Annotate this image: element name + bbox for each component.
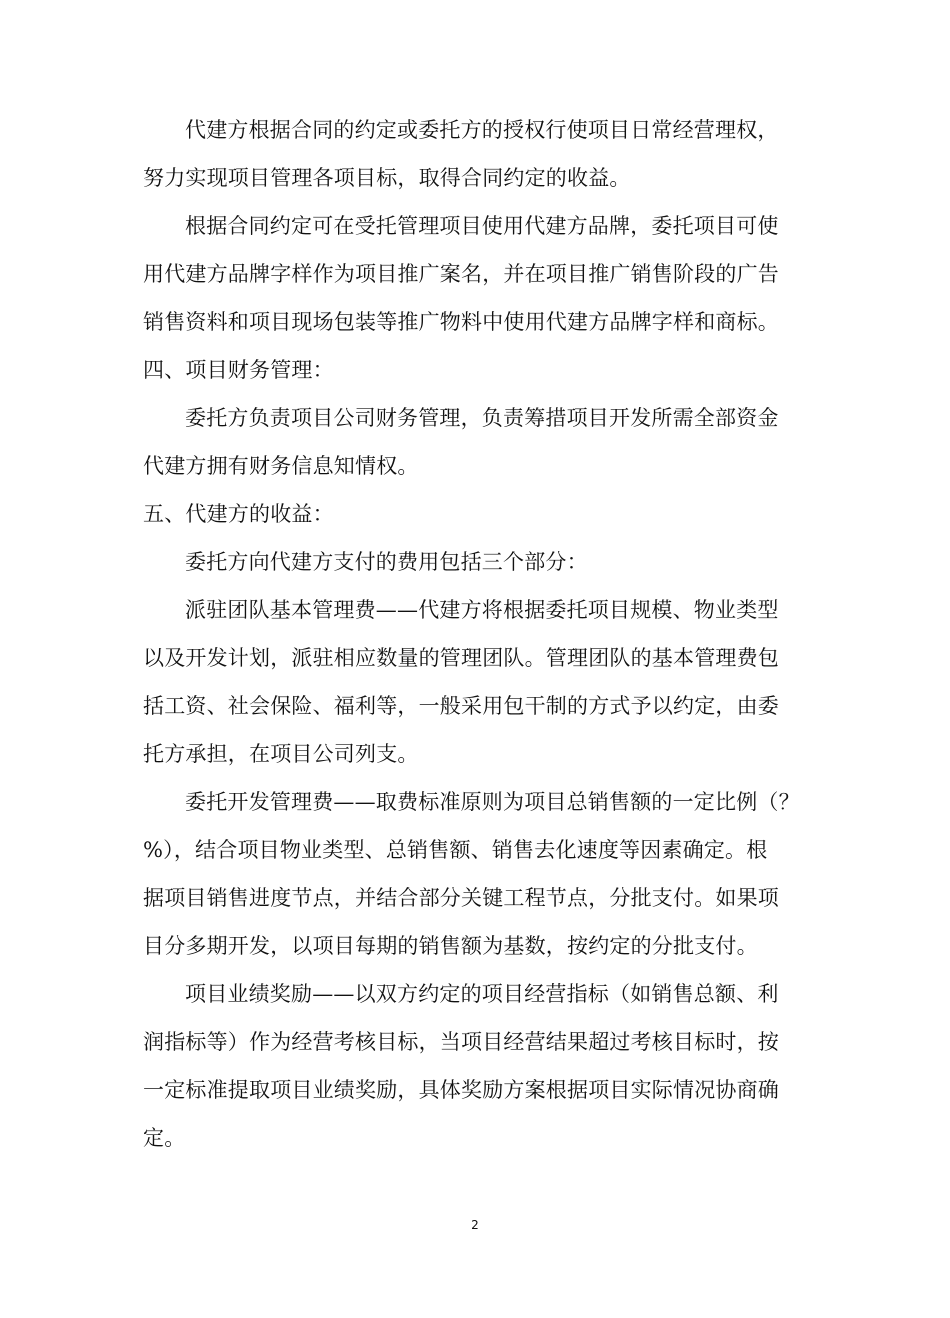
paragraph-line: 用代建方品牌字样作为项目推广案名，并在项目推广销售阶段的广告 bbox=[143, 262, 779, 286]
paragraph-line: 委托方负责项目公司财务管理，负责筹措项目开发所需全部资金 bbox=[185, 406, 779, 430]
paragraph-line: 项目业绩奖励——以双方约定的项目经营指标（如销售总额、利 bbox=[185, 982, 779, 1006]
paragraph-line: 销售资料和项目现场包装等推广物料中使用代建方品牌字样和商标。 bbox=[143, 310, 779, 334]
paragraph-line: 目分多期开发，以项目每期的销售额为基数，按约定的分批支付。 bbox=[143, 934, 758, 958]
paragraph-line: 括工资、社会保险、福利等，一般采用包干制的方式予以约定，由委 bbox=[143, 694, 779, 718]
section-heading: 五、代建方的收益： bbox=[143, 502, 334, 526]
paragraph-line: 托方承担，在项目公司列支。 bbox=[143, 742, 419, 766]
paragraph-line: 以及开发计划，派驻相应数量的管理团队。管理团队的基本管理费包 bbox=[143, 646, 779, 670]
paragraph-line: 定。 bbox=[143, 1126, 186, 1150]
paragraph-line: 一定标准提取项目业绩奖励，具体奖励方案根据项目实际情况协商确 bbox=[143, 1078, 779, 1102]
paragraph-line: 根据合同约定可在受托管理项目使用代建方品牌，委托项目可使 bbox=[185, 214, 779, 238]
paragraph-line: %），结合项目物业类型、总销售额、销售去化速度等因素确定。根 bbox=[143, 838, 768, 862]
paragraph-line: 委托开发管理费——取费标准原则为项目总销售额的一定比例（？ bbox=[185, 790, 800, 814]
paragraph-line: 努力实现项目管理各项目标，取得合同约定的收益。 bbox=[143, 166, 631, 190]
paragraph-line: 派驻团队基本管理费——代建方将根据委托项目规模、物业类型 bbox=[185, 598, 779, 622]
paragraph-line: 代建方根据合同的约定或委托方的授权行使项目日常经营理权， bbox=[185, 118, 779, 142]
page-number: 2 bbox=[471, 1218, 479, 1232]
paragraph-line: 委托方向代建方支付的费用包括三个部分： bbox=[185, 550, 588, 574]
paragraph-line: 据项目销售进度节点，并结合部分关键工程节点，分批支付。如果项 bbox=[143, 886, 779, 910]
paragraph-line: 代建方拥有财务信息知情权。 bbox=[143, 454, 419, 478]
paragraph-line: 润指标等）作为经营考核目标，当项目经营结果超过考核目标时，按 bbox=[143, 1030, 779, 1054]
section-heading: 四、项目财务管理： bbox=[143, 358, 334, 382]
